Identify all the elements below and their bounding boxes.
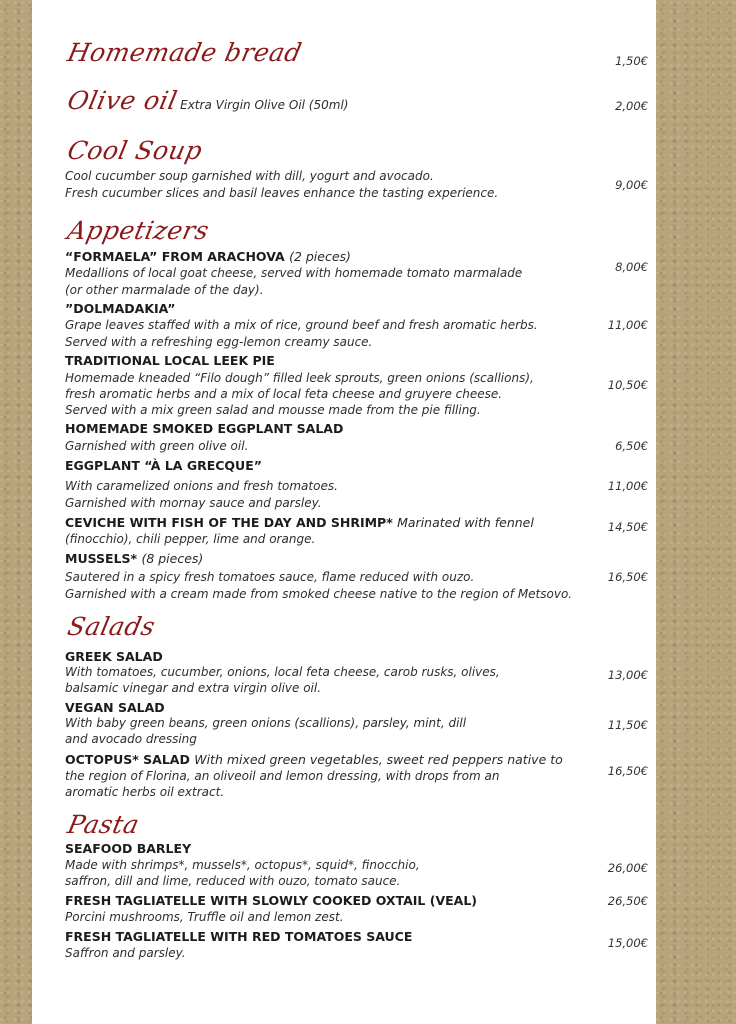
menu-item-title: SEAFOOD BARLEY <box>65 841 192 856</box>
menu-item-price: 14,50€ <box>607 520 648 534</box>
section-heading-olive-oil <box>65 86 352 115</box>
item-note: (8 pieces) <box>141 551 204 566</box>
menu-item-title: ”DOLMADAKIA” <box>65 301 176 316</box>
item-note: Marinated with fennel <box>397 515 534 530</box>
section-heading-pasta: Pasta <box>65 810 143 839</box>
menu-item-title: FRESH TAGLIATELLE WITH SLOWLY COOKED OXTAIL (VEAL) <box>65 893 478 908</box>
menu-item-description: Sautered in a spicy fresh tomatoes sauce, flame reduced with ouzo. <box>65 570 475 584</box>
menu-item-title: EGGPLANT “À LA GRECQUE” <box>65 458 262 473</box>
menu-item-description: fresh aromatic herbs and a mix of local feta cheese and gruyere cheese. <box>65 387 503 401</box>
soup-description-line-2: Fresh cucumber slices and basil leaves enhance the tasting experience. <box>65 186 499 200</box>
olive-oil-description: Extra Virgin Olive Oil (50ml) <box>180 98 349 112</box>
menu-item-price: 13,00€ <box>607 668 648 682</box>
item-note: With mixed green vegetables, sweet red peppers native to <box>194 752 563 767</box>
menu-item-description: saffron, dill and lime, reduced with ouzo, tomato sauce. <box>65 874 401 888</box>
item-name: “FORMAELA” FROM ARACHOVA <box>65 249 285 264</box>
menu-page <box>32 0 656 1024</box>
menu-item-description: Made with shrimps*, mussels*, octopus*, squid*, finocchio, <box>65 858 420 872</box>
menu-item-title: FRESH TAGLIATELLE WITH RED TOMATOES SAUCE <box>65 929 413 944</box>
menu-item-description: Medallions of local goat cheese, served with homemade tomato marmalade <box>65 266 523 280</box>
item-name: CEVICHE WITH FISH OF THE DAY AND SHRIMP* <box>65 515 393 530</box>
menu-item-title: VEGAN SALAD <box>65 700 165 715</box>
menu-item-description: Saffron and parsley. <box>65 946 186 960</box>
item-name: MUSSELS* <box>65 551 138 566</box>
kraft-paper-left-border <box>0 0 32 1024</box>
menu-item-description: Grape leaves staffed with a mix of rice, ground beef and fresh aromatic herbs. <box>65 318 538 332</box>
section-heading-appetizers: Appetizers <box>65 216 212 245</box>
price-soup: 9,00€ <box>615 178 648 192</box>
menu-item-title: GREEK SALAD <box>65 649 163 664</box>
menu-item-price: 10,50€ <box>607 378 648 392</box>
menu-item-description: Homemade kneaded “Filo dough” filled leek sprouts, green onions (scallions), <box>65 371 534 385</box>
menu-item-price: 8,00€ <box>615 260 648 274</box>
menu-item-price: 26,50€ <box>607 894 648 908</box>
item-name: OCTOPUS* SALAD <box>65 752 190 767</box>
soup-description-line-1: Cool cucumber soup garnished with dill, yogurt and avocado. <box>65 169 434 183</box>
menu-item-description: aromatic herbs oil extract. <box>65 785 225 799</box>
menu-item-description: the region of Florina, an oliveoil and lemon dressing, with drops from an <box>65 769 500 783</box>
menu-item-description: Garnished with a cream made from smoked cheese native to the region of Metsovo. <box>65 587 573 601</box>
menu-item-price: 16,50€ <box>607 764 648 778</box>
price-olive-oil: 2,00€ <box>615 99 648 113</box>
menu-item-description: With tomatoes, cucumber, onions, local feta cheese, carob rusks, olives, <box>65 665 500 679</box>
menu-item-title <box>65 752 563 767</box>
menu-item-price: 16,50€ <box>607 570 648 584</box>
menu-item-description: (finocchio), chili pepper, lime and orange. <box>65 532 316 546</box>
menu-item-title <box>65 515 534 530</box>
item-note: (2 pieces) <box>289 249 351 264</box>
menu-item-title <box>65 551 203 566</box>
menu-item-price: 11,00€ <box>607 318 648 332</box>
menu-item-description: Served with a mix green salad and mousse made from the pie filling. <box>65 403 481 417</box>
menu-item-description: Garnished with green olive oil. <box>65 439 249 453</box>
price-bread: 1,50€ <box>615 54 648 68</box>
menu-item-description: balsamic vinegar and extra virgin olive oil. <box>65 681 322 695</box>
menu-item-description: (or other marmalade of the day). <box>65 283 264 297</box>
section-heading-bread: Homemade bread <box>65 38 305 67</box>
menu-item-price: 15,00€ <box>607 936 648 950</box>
menu-item-title <box>65 249 351 264</box>
section-heading-salads: Salads <box>65 612 158 641</box>
menu-item-title: HOMEMADE SMOKED EGGPLANT SALAD <box>65 421 344 436</box>
section-heading-soup: Cool Soup <box>65 136 206 165</box>
menu-item-title: TRADITIONAL LOCAL LEEK PIE <box>65 353 275 368</box>
kraft-paper-right-border <box>656 0 736 1024</box>
menu-item-description: Served with a refreshing egg-lemon creamy sauce. <box>65 335 373 349</box>
menu-item-price: 26,00€ <box>607 861 648 875</box>
menu-item-description: and avocado dressing <box>65 732 197 746</box>
menu-item-description: Garnished with mornay sauce and parsley. <box>65 496 322 510</box>
menu-item-description: With baby green beans, green onions (scallions), parsley, mint, dill <box>65 716 467 730</box>
olive-oil-title: Olive oil <box>65 86 181 115</box>
menu-item-price: 11,00€ <box>607 479 648 493</box>
menu-item-description: With caramelized onions and fresh tomatoes. <box>65 479 338 493</box>
menu-item-description: Porcini mushrooms, Truffle oil and lemon zest. <box>65 910 344 924</box>
menu-item-price: 6,50€ <box>615 439 648 453</box>
menu-item-price: 11,50€ <box>607 718 648 732</box>
